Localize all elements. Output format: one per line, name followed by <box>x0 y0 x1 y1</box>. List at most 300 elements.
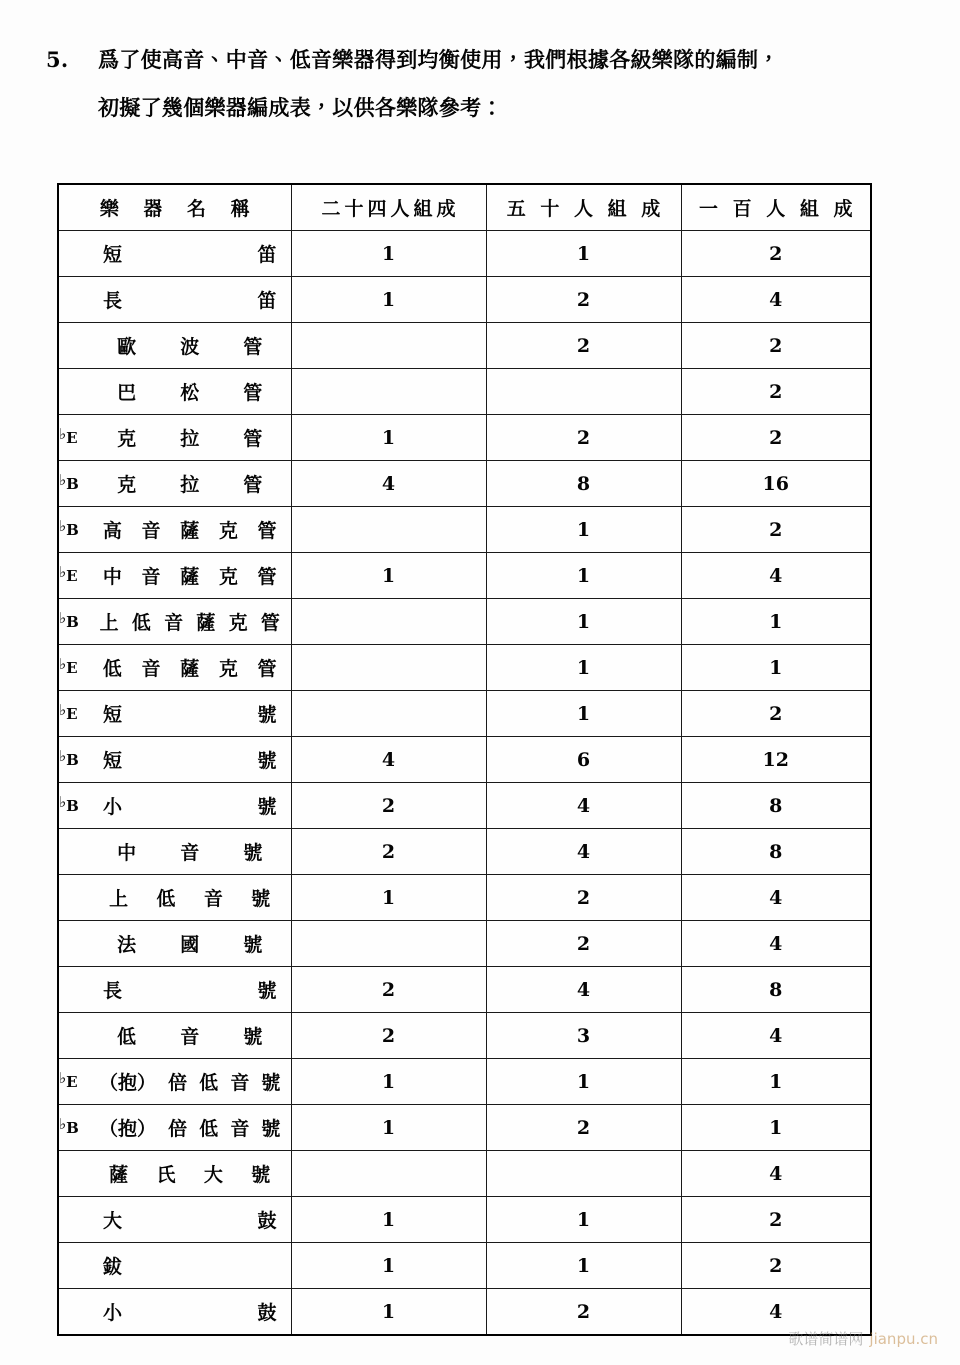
table-row <box>58 783 871 829</box>
instrument-name-char: 低 <box>156 888 176 910</box>
count-50-person-cell: 2 <box>486 323 681 369</box>
instrument-name-char: 低 <box>199 1118 219 1140</box>
instrument-name-cell <box>58 737 291 783</box>
table-row <box>58 1059 871 1105</box>
count-24-person-cell: 1 <box>291 1289 486 1336</box>
instrument-name-inner <box>59 599 291 644</box>
instrument-name-inner <box>59 507 291 552</box>
table-row <box>58 967 871 1013</box>
flat-sign-icon: ♭ <box>59 609 67 627</box>
table-row <box>58 277 871 323</box>
instrument-name-char: 克 <box>117 428 137 450</box>
instrument-name-char: 號 <box>261 1072 281 1094</box>
count-100-person-cell: 4 <box>681 277 871 323</box>
instrument-name-label <box>89 930 291 957</box>
instrument-name-char: 管 <box>257 566 277 588</box>
table-row <box>58 369 871 415</box>
instrument-name-char: 號 <box>261 1118 281 1140</box>
flat-sign-icon: ♭ <box>59 1069 67 1087</box>
instrument-name-inner <box>59 967 291 1012</box>
count-100-person-cell: 1 <box>681 1059 871 1105</box>
table-row <box>58 599 871 645</box>
instrument-key-signature <box>59 563 89 585</box>
count-24-person-cell: 1 <box>291 277 486 323</box>
instrument-name-char: 克 <box>218 566 238 588</box>
instrument-name-inner <box>59 369 291 414</box>
instrument-name-label <box>89 332 291 359</box>
instrument-name-char: 號 <box>257 750 277 772</box>
instrument-name-char: 管 <box>243 336 263 358</box>
count-24-person-cell <box>291 691 486 737</box>
count-24-person-cell: 1 <box>291 1243 486 1289</box>
instrument-name-char: 長 <box>103 290 123 312</box>
instrument-name-char: 上 <box>109 888 129 910</box>
instrument-name-label <box>89 654 291 681</box>
instrument-name-label <box>89 240 291 267</box>
instrument-name-char: 鼓 <box>257 1210 277 1232</box>
count-50-person-cell: 2 <box>486 1289 681 1336</box>
instrument-name-char: 克 <box>228 612 248 634</box>
count-50-person-cell: 1 <box>486 1243 681 1289</box>
instrument-name-char: 音 <box>164 612 184 634</box>
flat-sign-icon: ♭ <box>59 747 67 765</box>
instrument-name-label <box>89 838 291 865</box>
instrument-name-char: 薩 <box>109 1164 129 1186</box>
flat-sign-icon: ♭ <box>59 655 67 673</box>
instrument-name-inner <box>59 875 291 920</box>
table-row <box>58 415 871 461</box>
count-24-person-cell <box>291 369 486 415</box>
column-header-50-person <box>486 184 681 231</box>
count-100-person-cell: 8 <box>681 783 871 829</box>
instrument-name-cell <box>58 691 291 737</box>
count-100-person-cell: 4 <box>681 875 871 921</box>
instrument-name-char: （抱） <box>99 1118 157 1140</box>
flat-sign-icon: ♭ <box>59 563 67 581</box>
instrument-name-label <box>89 1252 291 1279</box>
table-row <box>58 737 871 783</box>
count-50-person-cell: 2 <box>486 1105 681 1151</box>
instrument-name-cell <box>58 323 291 369</box>
count-50-person-cell: 6 <box>486 737 681 783</box>
count-24-person-cell: 1 <box>291 1059 486 1105</box>
count-50-person-cell: 1 <box>486 231 681 277</box>
instrument-name-label <box>89 792 291 819</box>
instrument-name-label <box>89 1022 291 1049</box>
instrument-name-inner <box>59 1243 291 1288</box>
instrument-name-inner <box>59 1151 291 1196</box>
instrument-name-cell <box>58 783 291 829</box>
instrument-name-cell <box>58 599 291 645</box>
instrument-name-char: 國 <box>180 934 200 956</box>
intro-line-1 <box>46 46 906 74</box>
instrument-composition-table-wrapper <box>57 183 870 1336</box>
instrument-name-cell <box>58 1105 291 1151</box>
instrument-name-char: 音 <box>141 566 161 588</box>
count-50-person-cell: 4 <box>486 967 681 1013</box>
instrument-name-char: 號 <box>257 704 277 726</box>
count-100-person-cell: 1 <box>681 599 871 645</box>
instrument-name-char: 低 <box>102 658 122 680</box>
count-24-person-cell: 2 <box>291 783 486 829</box>
count-50-person-cell: 2 <box>486 875 681 921</box>
count-24-person-cell <box>291 323 486 369</box>
instrument-name-char: 笛 <box>257 290 277 312</box>
instrument-key-signature <box>59 425 89 447</box>
count-100-person-cell: 2 <box>681 415 871 461</box>
table-row <box>58 461 871 507</box>
instrument-name-label <box>89 1298 291 1325</box>
table-row <box>58 645 871 691</box>
instrument-name-char: 歐 <box>117 336 137 358</box>
count-100-person-cell: 1 <box>681 645 871 691</box>
instrument-key-signature <box>59 471 89 493</box>
flat-sign-icon: ♭ <box>59 1115 67 1133</box>
instrument-name-char: 音 <box>203 888 223 910</box>
instrument-name-inner <box>59 1289 291 1334</box>
count-24-person-cell: 1 <box>291 1105 486 1151</box>
count-100-person-cell: 1 <box>681 1105 871 1151</box>
instrument-name-cell <box>58 369 291 415</box>
watermark <box>788 1328 938 1349</box>
key-letter: E <box>66 429 78 447</box>
column-header-24-person <box>291 184 486 231</box>
list-number: 5. <box>46 47 69 72</box>
instrument-name-char: 倍 <box>168 1118 188 1140</box>
count-100-person-cell: 4 <box>681 553 871 599</box>
instrument-name-cell <box>58 461 291 507</box>
instrument-name-inner <box>59 1059 291 1104</box>
key-letter: E <box>66 705 78 723</box>
instrument-name-inner <box>59 323 291 368</box>
count-24-person-cell: 1 <box>291 553 486 599</box>
instrument-name-char: 低 <box>117 1026 137 1048</box>
instrument-name-label <box>89 424 291 451</box>
table-row <box>58 323 871 369</box>
instrument-name-inner <box>59 277 291 322</box>
flat-sign-icon: ♭ <box>59 425 67 443</box>
instrument-name-char: 號 <box>251 1164 271 1186</box>
table-row <box>58 1105 871 1151</box>
key-letter: E <box>66 659 78 677</box>
instrument-name-char: 倍 <box>168 1072 188 1094</box>
instrument-key-signature <box>59 747 89 769</box>
instrument-name-char: 短 <box>103 704 123 726</box>
instrument-name-char: 高 <box>102 520 122 542</box>
column-header-instrument-name <box>58 184 291 231</box>
instrument-name-label <box>89 1114 291 1141</box>
instrument-name-char: 氏 <box>156 1164 176 1186</box>
instrument-name-inner <box>59 921 291 966</box>
count-100-person-cell: 12 <box>681 737 871 783</box>
count-24-person-cell: 1 <box>291 875 486 921</box>
instrument-name-char: 低 <box>131 612 151 634</box>
table-row <box>58 231 871 277</box>
key-letter: B <box>66 751 79 769</box>
instrument-name-inner <box>59 415 291 460</box>
instrument-name-label <box>89 700 291 727</box>
count-100-person-cell: 4 <box>681 1289 871 1336</box>
count-50-person-cell: 1 <box>486 1197 681 1243</box>
count-100-person-cell: 2 <box>681 1197 871 1243</box>
instrument-name-inner <box>59 737 291 782</box>
count-24-person-cell: 1 <box>291 415 486 461</box>
instrument-name-label <box>89 1068 291 1095</box>
instrument-name-label <box>89 976 291 1003</box>
instrument-name-char: 管 <box>260 612 280 634</box>
instrument-name-char: 管 <box>243 474 263 496</box>
instrument-key-signature <box>59 655 89 677</box>
instrument-name-char: 法 <box>117 934 137 956</box>
instrument-name-cell <box>58 875 291 921</box>
instrument-name-char: 笛 <box>257 244 277 266</box>
instrument-name-inner <box>59 231 291 276</box>
key-letter: E <box>66 1073 78 1091</box>
instrument-name-char: 管 <box>243 428 263 450</box>
instrument-name-label <box>89 608 291 635</box>
instrument-key-signature <box>59 701 89 723</box>
table-row <box>58 691 871 737</box>
instrument-name-inner <box>59 553 291 598</box>
instrument-name-char: 音 <box>180 1026 200 1048</box>
count-100-person-cell: 2 <box>681 369 871 415</box>
count-24-person-cell <box>291 645 486 691</box>
table-header-row <box>58 184 871 231</box>
instrument-name-char: 音 <box>230 1072 250 1094</box>
instrument-name-char: 號 <box>243 1026 263 1048</box>
count-50-person-cell: 2 <box>486 415 681 461</box>
count-50-person-cell: 1 <box>486 1059 681 1105</box>
intro-paragraph <box>46 46 906 123</box>
key-letter: B <box>66 1119 79 1137</box>
instrument-key-signature <box>59 517 89 539</box>
count-100-person-cell: 2 <box>681 231 871 277</box>
table-row <box>58 1197 871 1243</box>
instrument-key-signature <box>59 1069 89 1091</box>
column-header-100-person <box>681 184 871 231</box>
instrument-name-char: 低 <box>199 1072 219 1094</box>
instrument-name-char: 鈸 <box>103 1256 123 1278</box>
instrument-name-char: 小 <box>103 1302 123 1324</box>
instrument-name-char: 號 <box>243 842 263 864</box>
count-24-person-cell: 2 <box>291 1013 486 1059</box>
instrument-name-char: 波 <box>180 336 200 358</box>
count-100-person-cell: 2 <box>681 1243 871 1289</box>
flat-sign-icon: ♭ <box>59 701 67 719</box>
count-24-person-cell <box>291 921 486 967</box>
instrument-name-char: 拉 <box>180 428 200 450</box>
count-100-person-cell: 2 <box>681 691 871 737</box>
instrument-name-char: 鼓 <box>257 1302 277 1324</box>
instrument-name-cell <box>58 231 291 277</box>
instrument-name-label <box>89 1160 291 1187</box>
table-row <box>58 1013 871 1059</box>
watermark-site-url: jianpu.cn <box>869 1330 938 1348</box>
table-row <box>58 921 871 967</box>
instrument-name-label <box>89 1206 291 1233</box>
count-100-person-cell: 2 <box>681 323 871 369</box>
instrument-name-char: 號 <box>243 934 263 956</box>
count-24-person-cell <box>291 1151 486 1197</box>
instrument-name-char: 克 <box>218 520 238 542</box>
instrument-name-inner <box>59 1197 291 1242</box>
flat-sign-icon: ♭ <box>59 517 67 535</box>
instrument-name-inner <box>59 829 291 874</box>
key-letter: B <box>66 475 79 493</box>
count-24-person-cell <box>291 599 486 645</box>
count-50-person-cell: 1 <box>486 691 681 737</box>
instrument-name-cell <box>58 553 291 599</box>
instrument-name-char: 薩 <box>180 566 200 588</box>
instrument-name-inner <box>59 1013 291 1058</box>
instrument-key-signature <box>59 793 89 815</box>
count-100-person-cell: 4 <box>681 1013 871 1059</box>
instrument-key-signature <box>59 1115 89 1137</box>
table-row <box>58 829 871 875</box>
table-row <box>58 1243 871 1289</box>
instrument-composition-table <box>57 183 872 1336</box>
instrument-name-cell <box>58 507 291 553</box>
instrument-name-inner <box>59 691 291 736</box>
instrument-name-label <box>89 286 291 313</box>
column-header-100-person-label: 一 百 人 組 成 <box>699 198 857 220</box>
count-24-person-cell: 4 <box>291 461 486 507</box>
key-letter: B <box>66 613 79 631</box>
instrument-name-cell <box>58 1151 291 1197</box>
instrument-name-inner <box>59 461 291 506</box>
key-letter: E <box>66 567 78 585</box>
instrument-name-char: （抱） <box>99 1072 157 1094</box>
count-100-person-cell: 2 <box>681 507 871 553</box>
instrument-name-char: 號 <box>251 888 271 910</box>
instrument-name-char: 管 <box>257 520 277 542</box>
instrument-name-cell <box>58 1289 291 1336</box>
count-50-person-cell <box>486 369 681 415</box>
instrument-name-label <box>89 562 291 589</box>
instrument-name-char: 上 <box>99 612 119 634</box>
table-row <box>58 553 871 599</box>
instrument-name-char: 音 <box>141 658 161 680</box>
instrument-name-char: 大 <box>203 1164 223 1186</box>
count-24-person-cell: 1 <box>291 1197 486 1243</box>
instrument-name-label <box>89 470 291 497</box>
instrument-name-char: 薩 <box>180 520 200 542</box>
count-50-person-cell: 1 <box>486 553 681 599</box>
column-header-24-person-label: 二十四人組成 <box>321 198 460 220</box>
instrument-name-char: 管 <box>243 382 263 404</box>
instrument-name-char: 克 <box>117 474 137 496</box>
column-header-50-person-label: 五 十 人 組 成 <box>506 198 665 220</box>
instrument-name-inner <box>59 783 291 828</box>
instrument-name-char: 音 <box>141 520 161 542</box>
instrument-name-label <box>89 746 291 773</box>
instrument-name-cell <box>58 415 291 461</box>
count-50-person-cell: 4 <box>486 783 681 829</box>
key-letter: B <box>66 797 79 815</box>
instrument-name-cell <box>58 277 291 323</box>
instrument-name-char: 號 <box>257 796 277 818</box>
instrument-name-cell <box>58 1197 291 1243</box>
intro-text-line-1: 爲了使高音、中音、低音樂器得到均衡使用，我們根據各級樂隊的編制， <box>98 48 780 72</box>
instrument-name-char: 短 <box>103 750 123 772</box>
instrument-name-char: 松 <box>180 382 200 404</box>
count-24-person-cell: 4 <box>291 737 486 783</box>
instrument-name-char: 管 <box>257 658 277 680</box>
instrument-name-char: 巴 <box>117 382 137 404</box>
instrument-name-cell <box>58 829 291 875</box>
instrument-name-char: 中 <box>117 842 137 864</box>
count-50-person-cell: 1 <box>486 645 681 691</box>
count-50-person-cell: 2 <box>486 921 681 967</box>
table-row <box>58 1151 871 1197</box>
count-50-person-cell: 3 <box>486 1013 681 1059</box>
intro-line-2 <box>46 94 906 122</box>
intro-text-line-2: 初擬了幾個樂器編成表，以供各樂隊參考： <box>98 96 503 121</box>
instrument-name-label <box>89 378 291 405</box>
watermark-site-name: 歌谱简谱网 <box>788 1330 864 1348</box>
instrument-name-char: 音 <box>180 842 200 864</box>
instrument-name-cell <box>58 921 291 967</box>
flat-sign-icon: ♭ <box>59 471 67 489</box>
instrument-name-char: 薩 <box>196 612 216 634</box>
instrument-name-char: 號 <box>257 980 277 1002</box>
instrument-name-cell <box>58 967 291 1013</box>
instrument-name-cell <box>58 1059 291 1105</box>
table-row <box>58 875 871 921</box>
instrument-name-label <box>89 884 291 911</box>
instrument-name-label <box>89 516 291 543</box>
count-50-person-cell: 2 <box>486 277 681 323</box>
count-100-person-cell: 8 <box>681 829 871 875</box>
flat-sign-icon: ♭ <box>59 793 67 811</box>
count-50-person-cell: 1 <box>486 507 681 553</box>
count-50-person-cell: 1 <box>486 599 681 645</box>
count-24-person-cell: 1 <box>291 231 486 277</box>
instrument-name-char: 長 <box>103 980 123 1002</box>
count-24-person-cell <box>291 507 486 553</box>
instrument-name-char: 小 <box>103 796 123 818</box>
column-header-instrument-name-label: 樂 器 名 稱 <box>99 198 259 220</box>
instrument-name-char: 音 <box>230 1118 250 1140</box>
table-body <box>58 231 871 1336</box>
instrument-name-cell <box>58 645 291 691</box>
instrument-name-char: 中 <box>102 566 122 588</box>
count-50-person-cell: 8 <box>486 461 681 507</box>
instrument-name-char: 大 <box>103 1210 123 1232</box>
instrument-name-char: 薩 <box>180 658 200 680</box>
count-24-person-cell: 2 <box>291 967 486 1013</box>
count-100-person-cell: 16 <box>681 461 871 507</box>
table-header <box>58 184 871 231</box>
count-100-person-cell: 4 <box>681 1151 871 1197</box>
count-50-person-cell <box>486 1151 681 1197</box>
instrument-name-char: 克 <box>218 658 238 680</box>
instrument-name-inner <box>59 1105 291 1150</box>
count-24-person-cell: 2 <box>291 829 486 875</box>
count-50-person-cell: 4 <box>486 829 681 875</box>
table-row <box>58 1289 871 1336</box>
instrument-name-cell <box>58 1243 291 1289</box>
instrument-name-char: 短 <box>103 244 123 266</box>
table-row <box>58 507 871 553</box>
instrument-name-char: 拉 <box>180 474 200 496</box>
count-100-person-cell: 4 <box>681 921 871 967</box>
key-letter: B <box>66 521 79 539</box>
count-100-person-cell: 8 <box>681 967 871 1013</box>
instrument-name-cell <box>58 1013 291 1059</box>
instrument-name-inner <box>59 645 291 690</box>
instrument-key-signature <box>59 609 89 631</box>
